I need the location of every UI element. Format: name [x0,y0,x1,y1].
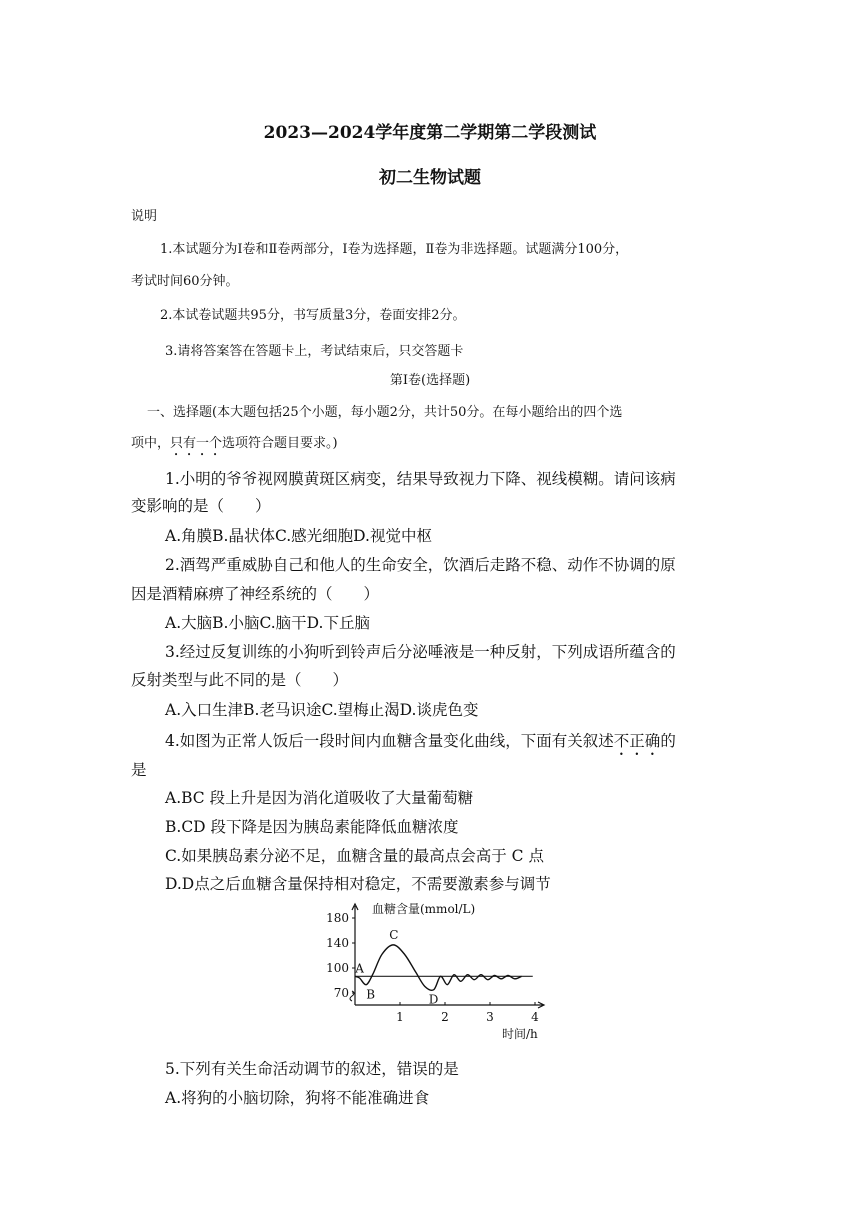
x-tick-label: 2 [441,1010,449,1024]
question-1-options: A.角膜B.晶状体C.感光细胞D.视觉中枢 [165,527,432,545]
question-4-option-d: D.D点之后血糖含量保持相对稳定，不需要激素参与调节 [165,875,551,893]
note-item-1-cont: 考试时间60分钟。 [131,274,239,289]
exam-title: 2023—2024学年度第二学期第二学段测试 [263,123,597,143]
x-tick-label: 1 [396,1010,404,1024]
x-tick-label: 3 [486,1010,494,1024]
note-item-2: 2.本试卷试题共95分，书写质量3分，卷面安排2分。 [160,308,466,323]
y-tick-label: 180 [326,911,349,925]
section-intro-cont: 项中，只有一个选项符合题目要求。) [131,436,338,451]
question-2: 2.酒驾严重威胁自己和他人的生命安全，饮酒后走路不稳、动作不协调的原 [165,556,676,574]
note-item-3: 3.请将答案答在答题卡上，考试结束后，只交答题卡 [165,344,464,359]
question-2-options: A.大脑B.小脑C.脑干D.下丘脑 [165,614,370,632]
exam-subtitle: 初二生物试题 [379,168,481,188]
question-4-option-a: A.BC 段上升是因为消化道吸收了大量葡萄糖 [165,789,474,807]
question-4-cont: 是 [131,761,147,779]
x-tick-label: 4 [531,1010,539,1024]
question-4-option-c: C.如果胰岛素分泌不足，血糖含量的最高点会高于 C 点 [165,847,544,865]
point-label-c: C [389,927,399,942]
y-tick-label: 100 [326,961,349,975]
y-axis-label: 血糖含量(mmol/L) [372,902,476,916]
question-5: 5.下列有关生命活动调节的叙述，错误的是 [165,1060,459,1078]
question-4: 4.如图为正常人饭后一段时间内血糖含量变化曲线，下面有关叙述不正确的 [165,732,676,750]
point-label-d: D [428,992,439,1007]
note-item-1: 1.本试题分为Ⅰ卷和Ⅱ卷两部分，Ⅰ卷为选择题，Ⅱ卷为非选择题。试题满分100分， [160,242,629,257]
question-3-cont: 反射类型与此不同的是（ ） [131,671,349,689]
notes-heading: 说明 [131,209,158,224]
section-title: 第Ⅰ卷(选择题) [389,373,471,388]
emphasis-incorrect: 不正确 [613,732,661,750]
section-intro: 一、选择题(本大题包括25个小题，每小题2分，共计50分。在每小题给出的四个选 [147,405,623,420]
blood-glucose-chart [320,898,550,1048]
emphasis-only-one: 只有一个 [170,436,223,451]
y-tick-label: 140 [326,936,349,950]
glucose-curve [355,945,522,990]
x-axis-label: 时间/h [502,1027,538,1041]
y-tick-label: 70 [333,986,349,1000]
question-3-options: A.入口生津B.老马识途C.望梅止渴D.谈虎色变 [165,701,479,719]
question-3: 3.经过反复训练的小狗听到铃声后分泌唾液是一种反射，下列成语所蕴含的 [165,643,676,661]
question-4-option-b: B.CD 段下降是因为胰岛素能降低血糖浓度 [165,818,459,836]
question-1-cont: 变影响的是（ ） [131,497,271,515]
point-label-b: B [366,987,376,1002]
question-2-cont: 因是酒精麻痹了神经系统的（ ） [131,585,380,603]
question-1: 1.小明的爷爷视网膜黄斑区病变，结果导致视力下降、视线模糊。请问该病 [165,470,676,488]
question-5-option-a: A.将狗的小脑切除，狗将不能准确进食 [165,1089,430,1107]
point-label-a: A [355,961,364,976]
